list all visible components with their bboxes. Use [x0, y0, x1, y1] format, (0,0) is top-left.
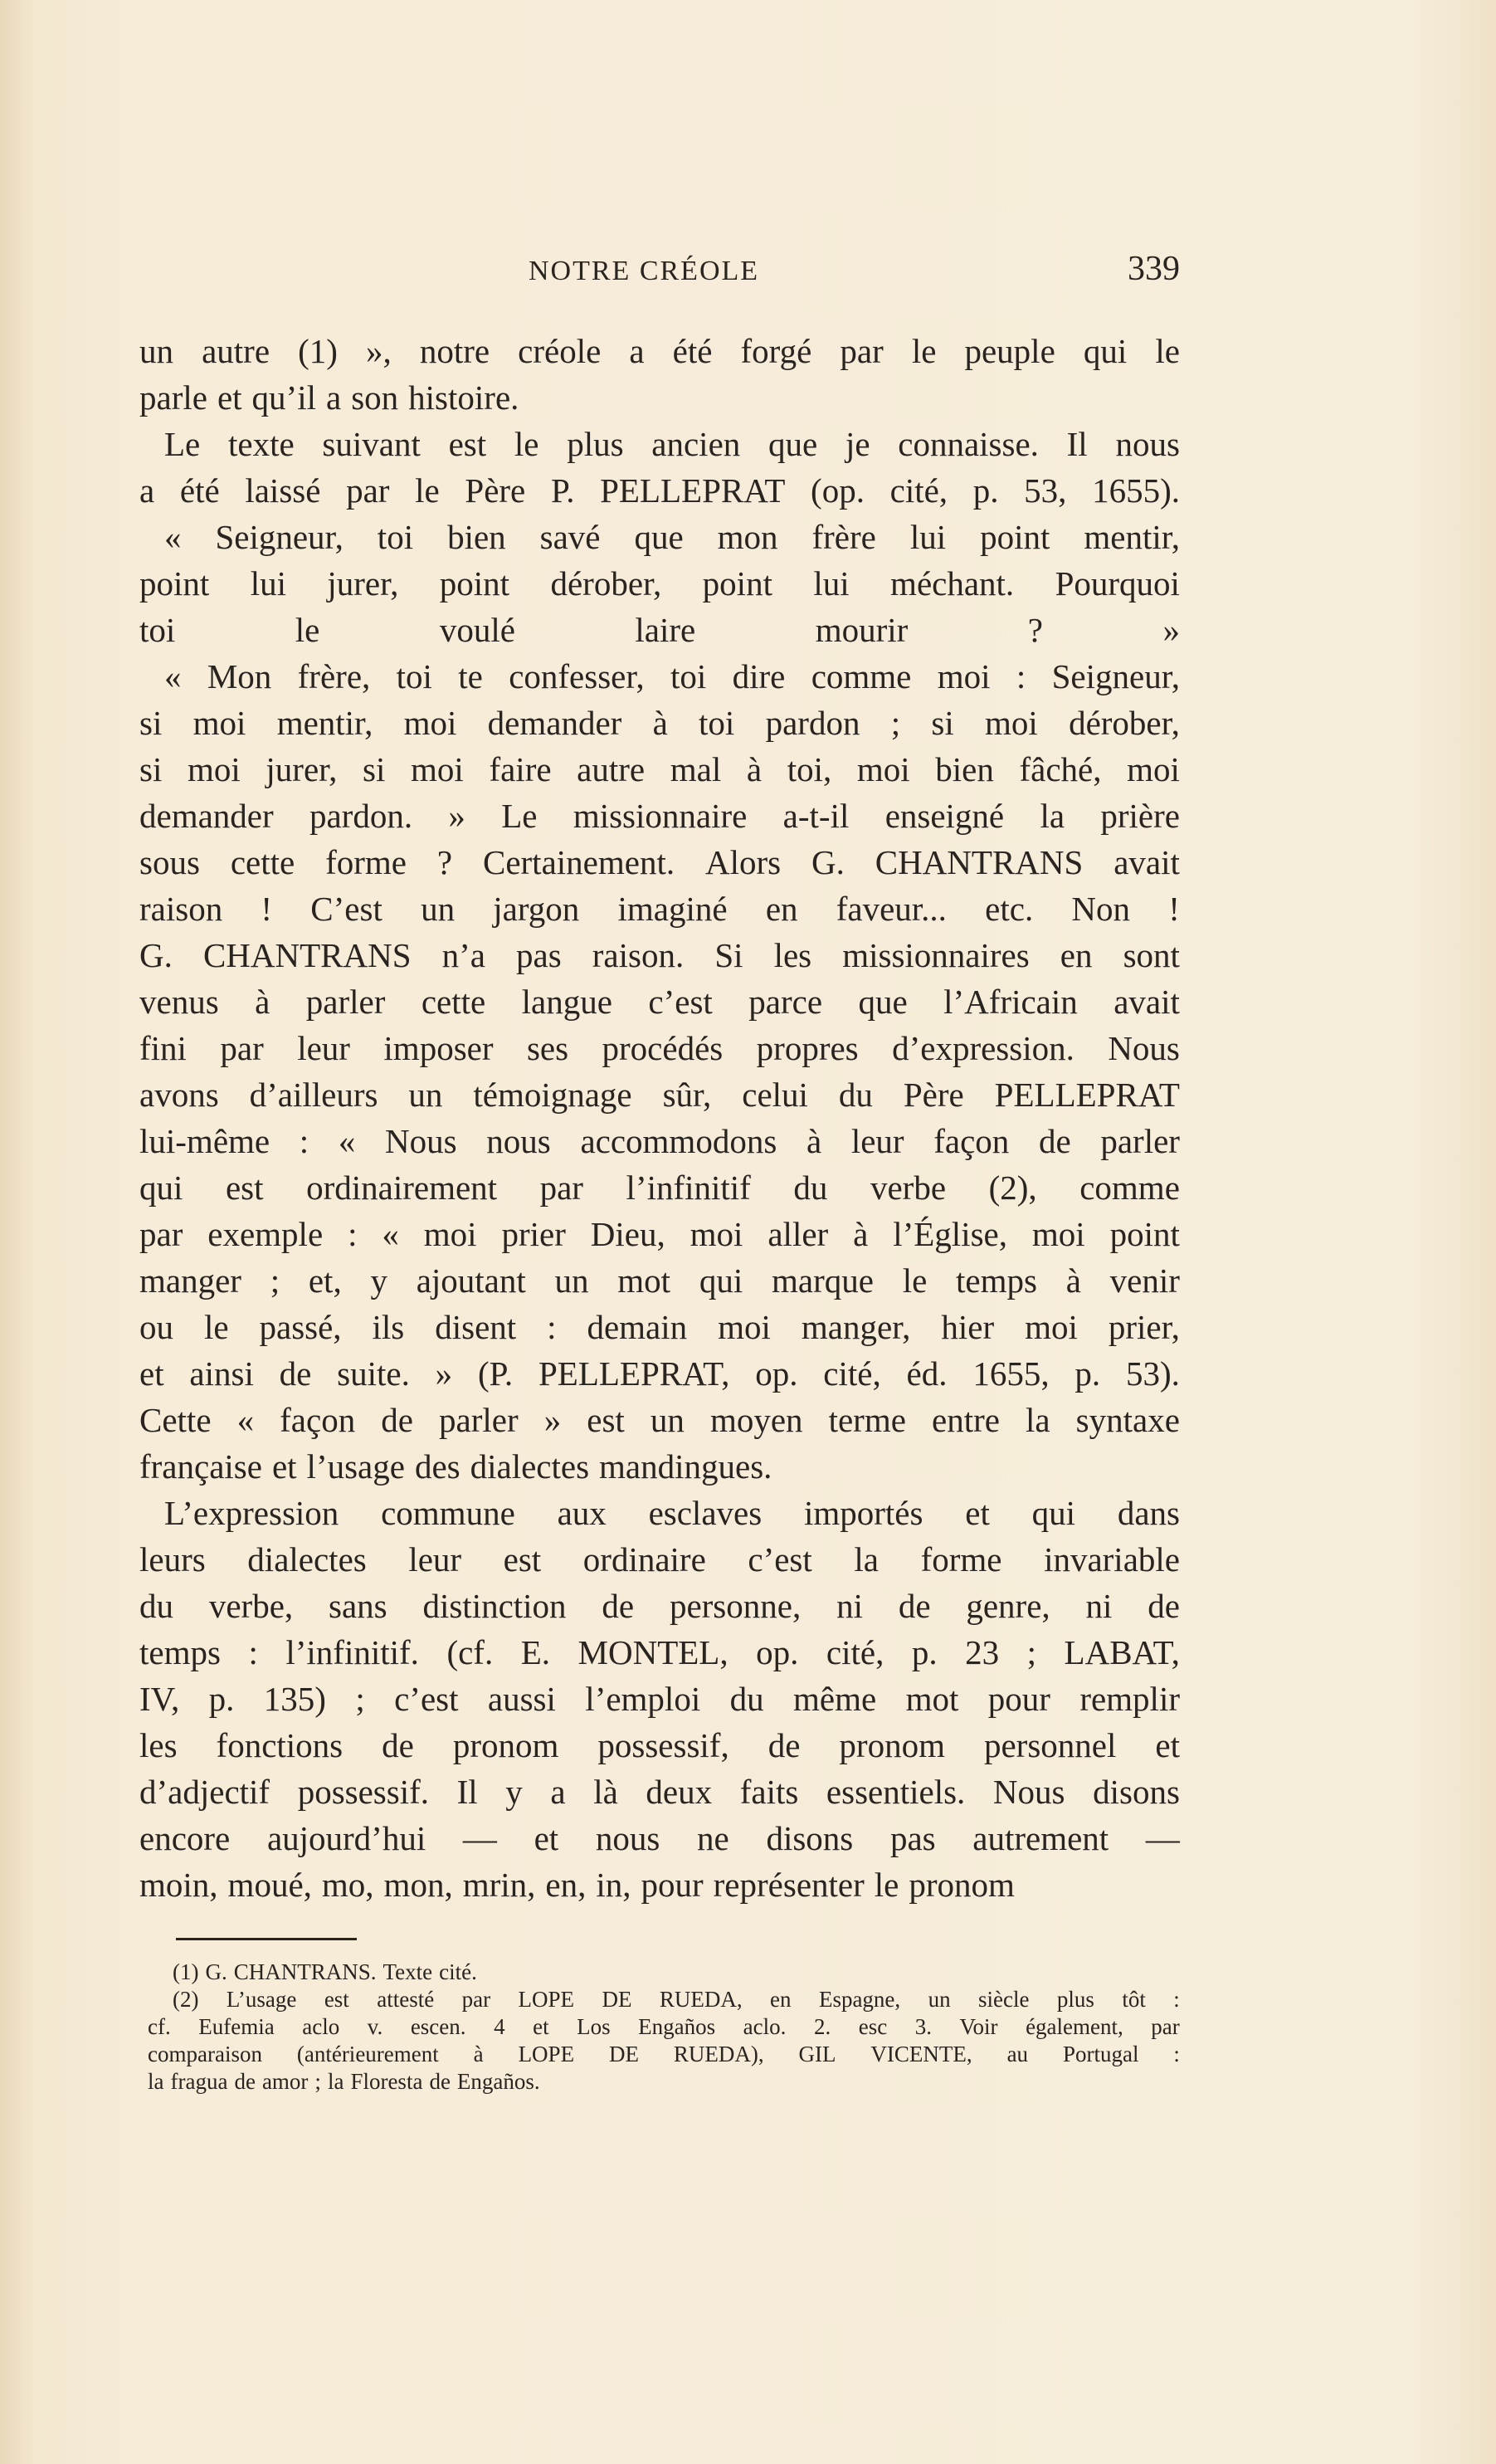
body-line: du verbe, sans distinction de personne, ni de genre, ni de [139, 1587, 1180, 1625]
body-line: avons d’ailleurs un témoignage sûr, celui du Père PELLEPRAT [139, 1076, 1180, 1114]
page-number: 339 [1128, 250, 1180, 288]
body-line: « Mon frère, toi te confesser, toi dire comme moi : Seigneur, [164, 657, 1180, 695]
body-line: par exemple : « moi prier Dieu, moi aller à l’Église, moi point [139, 1215, 1180, 1253]
body-line: demander pardon. » Le missionnaire a-t-il enseigné la prière [139, 797, 1180, 835]
body-line: raison ! C’est un jargon imaginé en faveur... etc. Non ! [139, 890, 1180, 928]
body-line: temps : l’infinitif. (cf. E. MONTEL, op. cité, p. 23 ; LABAT, [139, 1633, 1180, 1671]
footnote-line: (1) G. CHANTRANS. Texte cité. [173, 1959, 477, 1984]
body-line: fini par leur imposer ses procédés propres d’expression. Nous [139, 1029, 1180, 1067]
footnote-line: comparaison (antérieurement à LOPE DE RUEDA), GIL VICENTE, au Portugal : [148, 2042, 1180, 2066]
body-line: qui est ordinairement par l’infinitif du verbe (2), comme [139, 1169, 1180, 1207]
body-line: leurs dialectes leur est ordinaire c’est la forme invariable [139, 1540, 1180, 1578]
body-line: « Seigneur, toi bien savé que mon frère lui point mentir, [164, 518, 1180, 556]
body-text [139, 328, 1180, 1908]
body-line: ou le passé, ils disent : demain moi manger, hier moi prier, [139, 1308, 1180, 1346]
body-line: L’expression commune aux esclaves importés et qui dans [164, 1494, 1180, 1532]
page-header [176, 249, 1180, 299]
footnote-line: (2) L’usage est attesté par LOPE DE RUEDA, en Espagne, un siècle plus tôt : [173, 1987, 1180, 2012]
body-line: point lui jurer, point dérober, point lui méchant. Pourquoi [139, 564, 1180, 603]
footnote-line: la fragua de amor ; la Floresta de Engaños. [148, 2069, 540, 2094]
body-line: Cette « façon de parler » est un moyen terme entre la syntaxe [139, 1401, 1180, 1439]
body-line: lui-même : « Nous nous accommodons à leur façon de parler [139, 1122, 1180, 1160]
body-line: si moi jurer, si moi faire autre mal à toi, moi bien fâché, moi [139, 750, 1180, 788]
body-line: sous cette forme ? Certainement. Alors G. CHANTRANS avait [139, 843, 1180, 881]
footnotes [148, 1959, 1180, 2096]
running-title: NOTRE CRÉOLE [529, 256, 760, 286]
body-line: encore aujourd’hui — et nous ne disons pas autrement — [139, 1819, 1180, 1857]
body-line: venus à parler cette langue c’est parce que l’Africain avait [139, 983, 1180, 1021]
body-line: d’adjectif possessif. Il y a là deux faits essentiels. Nous disons [139, 1773, 1180, 1811]
body-line: toi le voulé laire mourir ? » [139, 611, 1180, 649]
body-line: les fonctions de pronom possessif, de pronom personnel et [139, 1726, 1180, 1764]
footnote-rule [176, 1938, 357, 1940]
body-line: parle et qu’il a son histoire. [139, 378, 519, 417]
body-line: a été laissé par le Père P. PELLEPRAT (op. cité, p. 53, 1655). [139, 471, 1180, 510]
footnote-line: cf. Eufemia aclo v. escen. 4 et Los Engaños aclo. 2. esc 3. Voir également, par [148, 2014, 1180, 2039]
body-line: manger ; et, y ajoutant un mot qui marque le temps à venir [139, 1261, 1180, 1300]
body-line: G. CHANTRANS n’a pas raison. Si les missionnaires en sont [139, 936, 1180, 974]
body-line: si moi mentir, moi demander à toi pardon ; si moi dérober, [139, 704, 1180, 742]
body-line: et ainsi de suite. » (P. PELLEPRAT, op. cité, éd. 1655, p. 53). [139, 1354, 1180, 1393]
body-line: française et l’usage des dialectes mandingues. [139, 1447, 772, 1486]
body-line: IV, p. 135) ; c’est aussi l’emploi du même mot pour remplir [139, 1680, 1180, 1718]
body-line: Le texte suivant est le plus ancien que je connaisse. Il nous [164, 425, 1180, 463]
body-line: moin, moué, mo, mon, mrin, en, in, pour représenter le pronom [139, 1866, 1015, 1904]
body-line: un autre (1) », notre créole a été forgé par le peuple qui le [139, 332, 1180, 370]
